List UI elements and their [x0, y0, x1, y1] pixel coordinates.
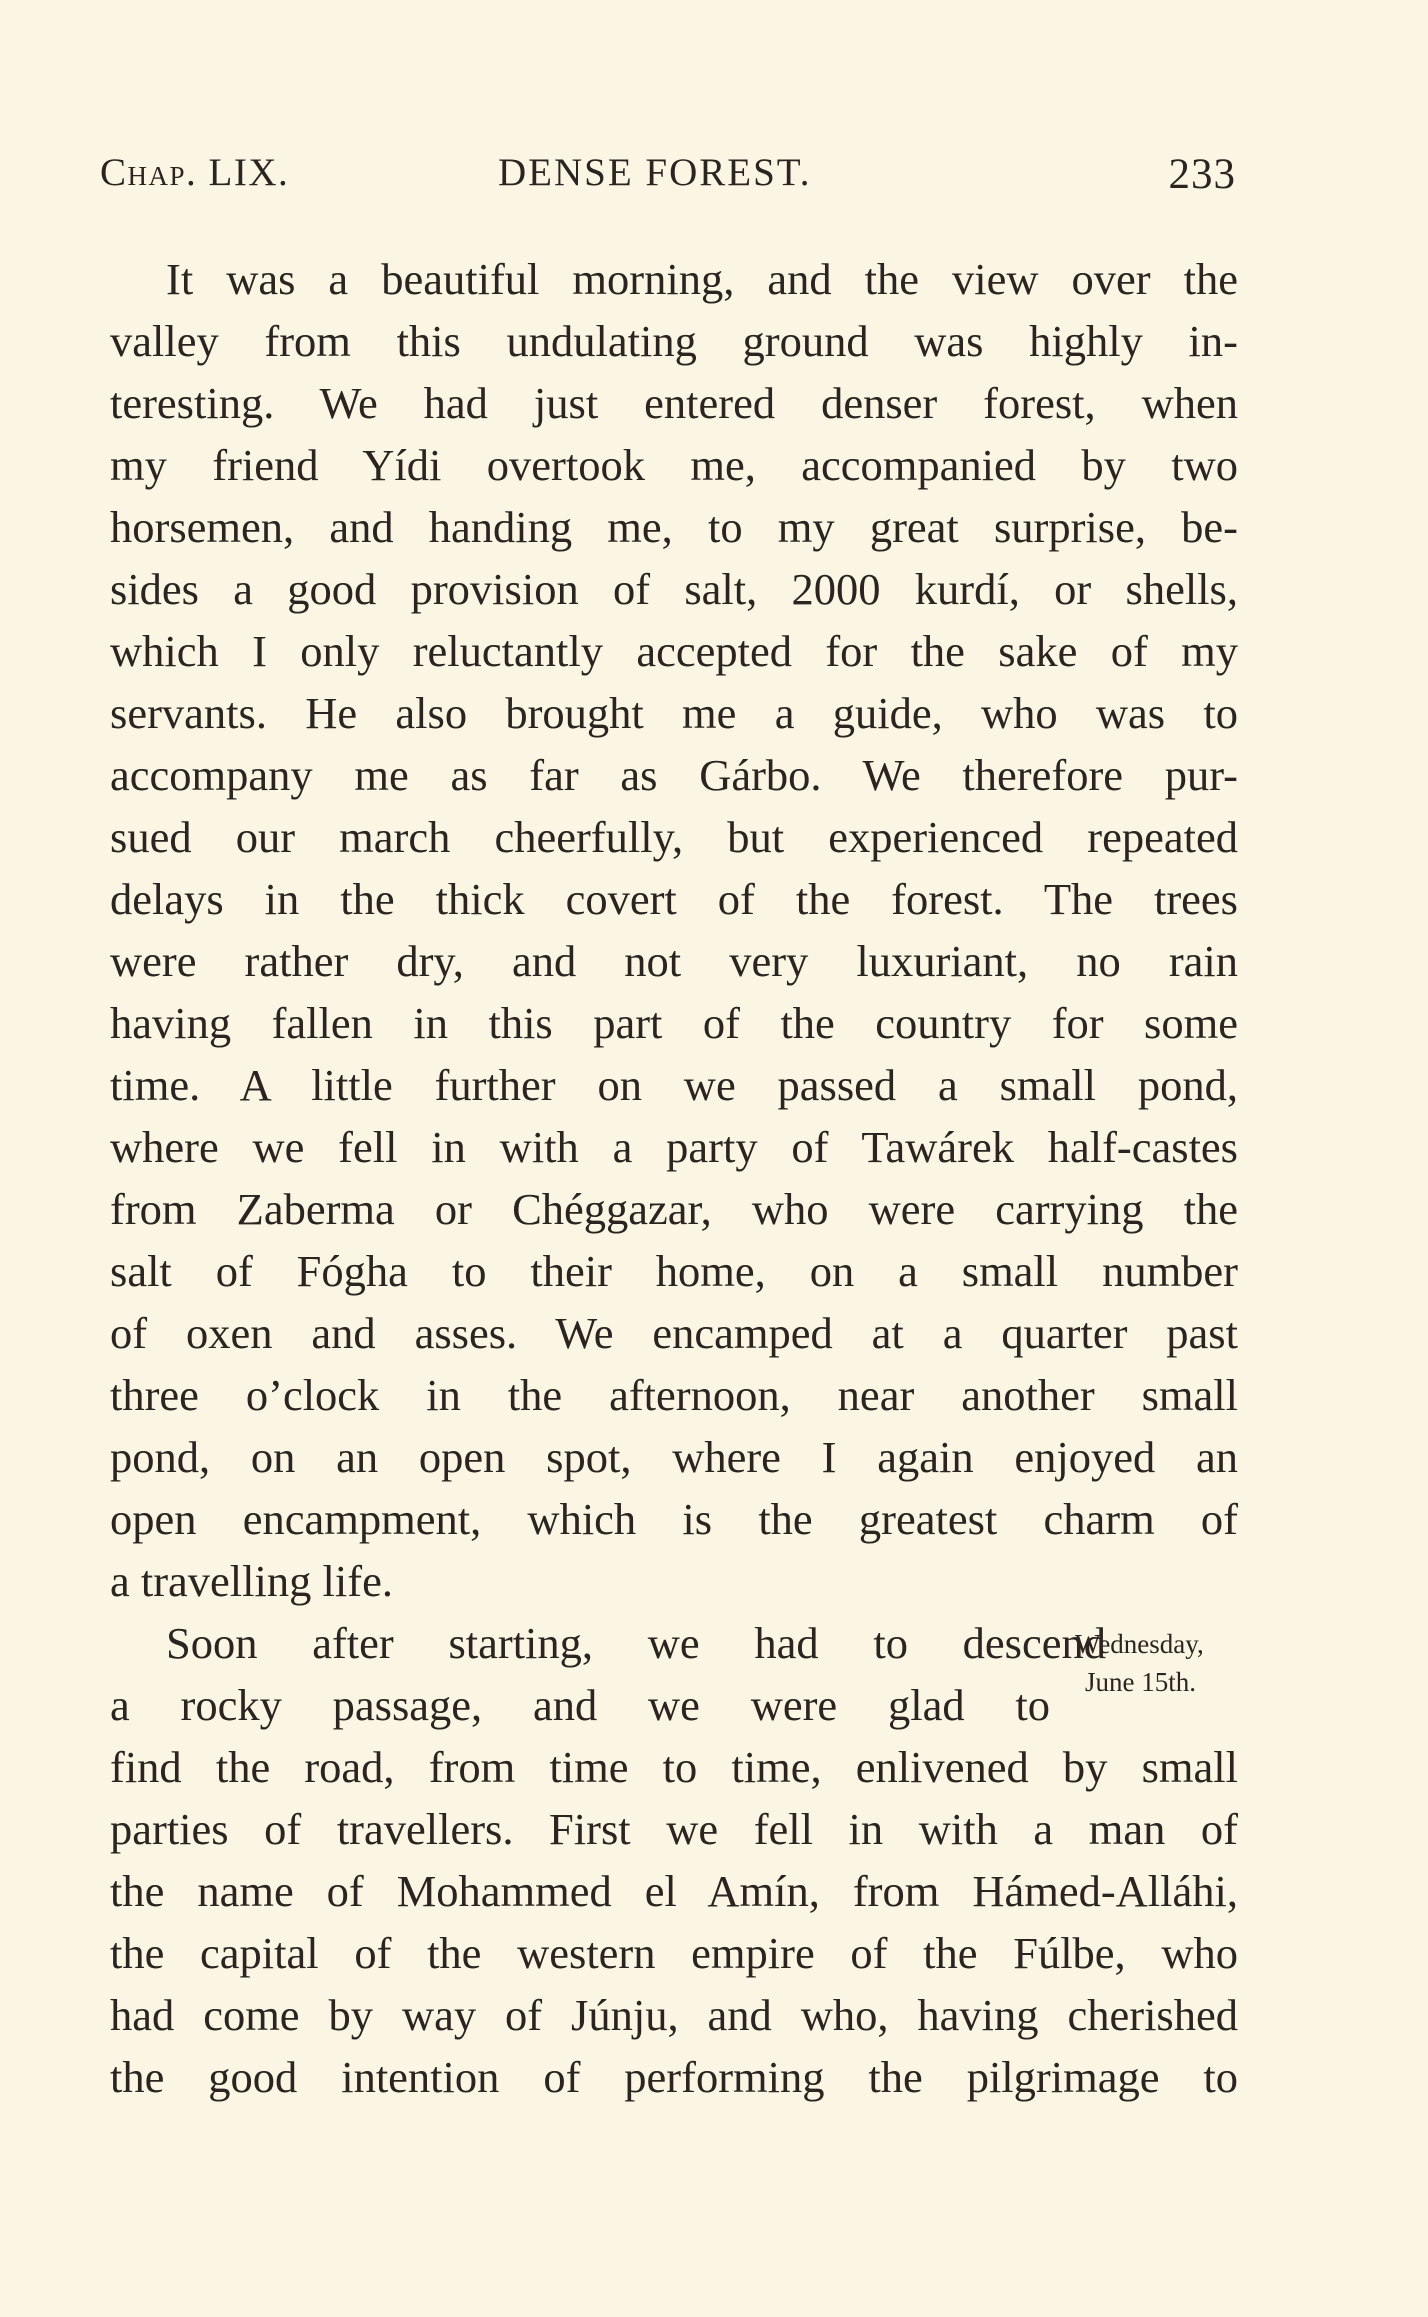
margin-note-day: Wednesday, [1075, 1629, 1204, 1659]
running-head [100, 150, 1236, 210]
text-line: a rocky passage, and we were glad to [110, 1680, 1050, 1730]
text-line: time. A little further on we passed a small pond, [110, 1060, 1238, 1110]
text-line: three o’clock in the afternoon, near another small [110, 1370, 1238, 1420]
text-line: which I only reluctantly accepted for the sake of my [110, 626, 1238, 676]
text-line: accompany me as far as Gárbo. We therefore pur- [110, 750, 1238, 800]
text-line: having fallen in this part of the country for some [110, 998, 1238, 1048]
text-line: where we fell in with a party of Tawárek half-castes [110, 1122, 1238, 1172]
page-number: 233 [1168, 151, 1236, 198]
text-line: pond, on an open spot, where I again enjoyed an [110, 1432, 1238, 1482]
chapter-label: Chap. LIX. [100, 151, 290, 194]
text-line: a travelling life. [110, 1556, 393, 1606]
text-line: Soon after starting, we had to descend [166, 1618, 1106, 1668]
margin-note-date [1075, 1625, 1275, 1701]
text-line: servants. He also brought me a guide, who was to [110, 688, 1238, 738]
text-line: find the road, from time to time, enlivened by small [110, 1742, 1238, 1792]
text-line: the good intention of performing the pilgrimage to [110, 2052, 1238, 2102]
text-line: teresting. We had just entered denser forest, when [110, 378, 1238, 428]
text-line: from Zaberma or Chéggazar, who were carrying the [110, 1184, 1238, 1234]
text-line: horsemen, and handing me, to my great surprise, be- [110, 502, 1238, 552]
paragraph-2 [110, 1612, 1238, 2108]
text-line: sued our march cheerfully, but experienced repeated [110, 812, 1238, 862]
text-line: salt of Fógha to their home, on a small number [110, 1246, 1238, 1296]
text-line: my friend Yídi overtook me, accompanied by two [110, 440, 1238, 490]
running-title: DENSE FOREST. [498, 151, 812, 194]
text-line: the name of Mohammed el Amín, from Hámed-Alláhi, [110, 1866, 1238, 1916]
text-line: had come by way of Júnju, and who, having cherished [110, 1990, 1238, 2040]
text-line: It was a beautiful morning, and the view over the [166, 254, 1238, 304]
text-line: were rather dry, and not very luxuriant, no rain [110, 936, 1238, 986]
text-line: the capital of the western empire of the Fúlbe, who [110, 1928, 1238, 1978]
text-line: open encampment, which is the greatest charm of [110, 1494, 1238, 1544]
paragraph-1 [110, 248, 1238, 1612]
text-line: parties of travellers. First we fell in with a man of [110, 1804, 1238, 1854]
margin-note-date-line: June 15th. [1085, 1667, 1196, 1697]
text-line: of oxen and asses. We encamped at a quarter past [110, 1308, 1238, 1358]
body-text [110, 248, 1238, 2108]
text-line: valley from this undulating ground was highly in- [110, 316, 1238, 366]
text-line: delays in the thick covert of the forest. The trees [110, 874, 1238, 924]
text-line: sides a good provision of salt, 2000 kurdí, or shells, [110, 564, 1238, 614]
